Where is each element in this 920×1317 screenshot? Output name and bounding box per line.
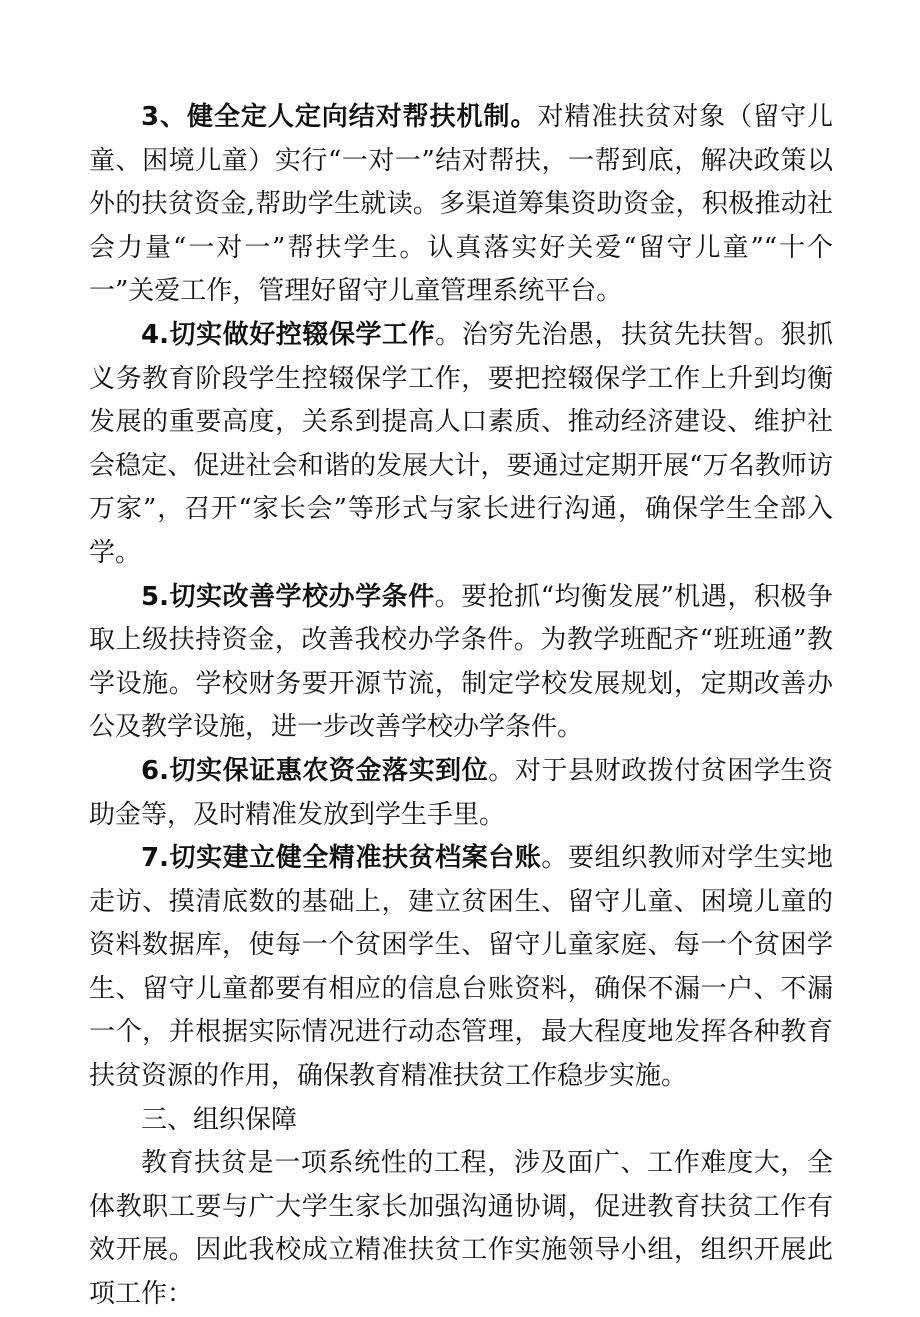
section-title: 三、组织保障 [141,1104,298,1135]
paragraph-6-body: 。对于县财政拨付贫困学生资助金等，及时精准发放到学生手里。 [89,755,833,830]
paragraph-7 [89,837,833,1099]
section-body: 教育扶贫是一项系统性的工程，涉及面广、工作难度大，全体教职工要与广大学生家长加强沟通协调，促进教育扶贫工作有效开展。因此我校成立精准扶贫工作实施领导小组，组织开展此项工作： [89,1148,833,1310]
paragraph-3-body: 对精准扶贫对象（留守儿童、困境儿童）实行“一对一”结对帮扶，一帮到底，解决政策以外的扶贫资金,帮助学生就读。多渠道筹集资助资金，积极推动社会力量“一对一”帮扶学生。认真落实好关爱“留守儿童”“十个一”关爱工作，管理好留守儿童管理系统平台。 [89,102,833,307]
paragraph-5-body: 。要抢抓“均衡发展”机遇，积极争取上级扶持资金，改善我校办学条件。为教学班配齐“班班通”教学设施。学校财务要开源节流，制定学校发展规划，定期改善办公及教学设施，进一步改善学校办学条件。 [89,581,833,743]
paragraph-6-heading: 6.切实保证惠农资金落实到位 [141,755,489,786]
document-page [89,96,833,1317]
paragraph-4 [89,314,833,576]
paragraph-4-body: 。治穷先治愚，扶贫先扶智。狠抓义务教育阶段学生控辍保学工作，要把控辍保学工作上升到均衡发展的重要高度，关系到提高人口素质、推动经济建设、维护社会稳定、促进社会和谐的发展大计，要通过定期开展“万名教师访万家”，召开“家长会”等形式与家长进行沟通，确保学生全部入学。 [89,319,833,568]
paragraph-4-heading: 4.切实做好控辍保学工作 [141,319,436,350]
paragraph-6 [89,750,833,837]
paragraph-7-heading: 7.切实建立健全精准扶贫档案台账 [141,843,542,874]
paragraph-3-heading: 3、健全定人定向结对帮扶机制。 [141,102,538,132]
paragraph-5 [89,576,833,750]
paragraph-7-body: 。要组织教师对学生实地走访、摸清底数的基础上，建立贫困生、留守儿童、困境儿童的资料数据库，使每一个贫困学生、留守儿童家庭、每一个贫困学生、留守儿童都要有相应的信息台账资料，确保不漏一户、不漏一个，并根据实际情况进行动态管理，最大程度地发挥各种教育扶贫资源的作用，确保教育精准扶贫工作稳步实施。 [89,843,833,1092]
paragraph-3 [89,96,833,314]
paragraph-5-heading: 5.切实改善学校办学条件 [141,581,435,612]
